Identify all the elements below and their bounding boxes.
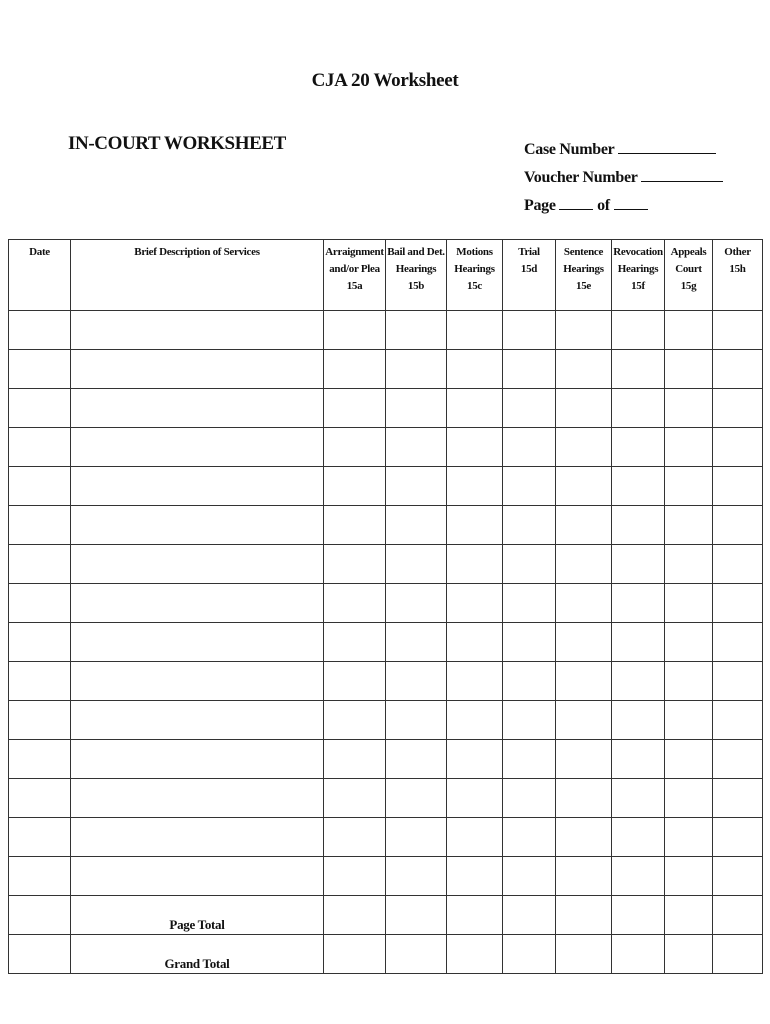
entry-cell-bail-detention[interactable]	[386, 428, 447, 467]
case-info-block	[524, 136, 723, 220]
page-count-field[interactable]	[614, 196, 648, 210]
column-header-other	[713, 240, 763, 311]
entry-cell-other[interactable]	[713, 662, 763, 701]
entry-cell-trial[interactable]	[503, 389, 556, 428]
entry-cell-date[interactable]	[9, 389, 71, 428]
entry-cell-revocation[interactable]	[612, 545, 665, 584]
entry-cell-bail-detention[interactable]	[386, 545, 447, 584]
entry-cell-motions[interactable]	[447, 389, 503, 428]
entry-cell-date[interactable]	[9, 857, 71, 896]
entry-cell-bail-detention[interactable]	[386, 389, 447, 428]
entry-cell-appeals[interactable]	[665, 389, 713, 428]
entry-cell-revocation[interactable]	[612, 467, 665, 506]
page-number-field[interactable]	[559, 196, 593, 210]
table-row	[9, 467, 763, 506]
page-total-cell-revocation[interactable]	[612, 896, 665, 935]
entry-cell-trial[interactable]	[503, 701, 556, 740]
column-header-sentence	[556, 240, 612, 311]
table-row	[9, 857, 763, 896]
entry-cell-revocation[interactable]	[612, 350, 665, 389]
column-header-bail-detention	[386, 240, 447, 311]
entry-cell-description[interactable]	[71, 701, 324, 740]
entry-cell-revocation[interactable]	[612, 428, 665, 467]
grand-total-cell-appeals[interactable]	[665, 935, 713, 974]
entry-cell-appeals[interactable]	[665, 857, 713, 896]
entry-cell-appeals[interactable]	[665, 701, 713, 740]
entry-cell-description[interactable]	[71, 350, 324, 389]
entry-cell-other[interactable]	[713, 428, 763, 467]
column-header-line: Arraignment	[325, 246, 384, 258]
column-header-motions	[447, 240, 503, 311]
entry-cell-appeals[interactable]	[665, 818, 713, 857]
entry-cell-arraignment-plea[interactable]	[324, 857, 386, 896]
entry-cell-sentence[interactable]	[556, 740, 612, 779]
case-number-label: Case Number	[524, 141, 615, 158]
page-total-cell-appeals[interactable]	[665, 896, 713, 935]
entry-cell-bail-detention[interactable]	[386, 350, 447, 389]
entry-cell-appeals[interactable]	[665, 428, 713, 467]
entry-cell-other[interactable]	[713, 818, 763, 857]
entry-cell-other[interactable]	[713, 389, 763, 428]
entry-cell-other[interactable]	[713, 311, 763, 350]
entry-cell-date[interactable]	[9, 311, 71, 350]
entry-cell-bail-detention[interactable]	[386, 311, 447, 350]
entry-cell-sentence[interactable]	[556, 623, 612, 662]
entry-cell-sentence[interactable]	[556, 350, 612, 389]
column-header-line: Revocation	[613, 246, 663, 258]
entry-cell-revocation[interactable]	[612, 740, 665, 779]
entry-cell-appeals[interactable]	[665, 779, 713, 818]
table-row	[9, 779, 763, 818]
entry-cell-sentence[interactable]	[556, 467, 612, 506]
table-row	[9, 662, 763, 701]
entry-cell-revocation[interactable]	[612, 623, 665, 662]
entry-cell-arraignment-plea[interactable]	[324, 506, 386, 545]
case-number-line	[524, 136, 723, 164]
entry-cell-arraignment-plea[interactable]	[324, 662, 386, 701]
column-header-line: Court	[675, 263, 702, 275]
column-header-trial	[503, 240, 556, 311]
entry-cell-bail-detention[interactable]	[386, 740, 447, 779]
table-row	[9, 428, 763, 467]
entry-cell-arraignment-plea[interactable]	[324, 428, 386, 467]
entry-cell-description[interactable]	[71, 545, 324, 584]
entry-cell-appeals[interactable]	[665, 545, 713, 584]
entry-cell-motions[interactable]	[447, 350, 503, 389]
page-total-row	[9, 896, 763, 935]
entry-cell-sentence[interactable]	[556, 389, 612, 428]
entry-cell-sentence[interactable]	[556, 428, 612, 467]
column-header-line: Appeals	[670, 246, 707, 258]
entry-cell-sentence[interactable]	[556, 818, 612, 857]
entry-cell-motions[interactable]	[447, 428, 503, 467]
grand-total-label: Grand Total	[71, 935, 324, 974]
page-line	[524, 192, 723, 220]
entry-cell-appeals[interactable]	[665, 467, 713, 506]
entry-cell-appeals[interactable]	[665, 506, 713, 545]
entry-cell-revocation[interactable]	[612, 818, 665, 857]
entry-cell-revocation[interactable]	[612, 662, 665, 701]
entry-cell-motions[interactable]	[447, 506, 503, 545]
entry-cell-trial[interactable]	[503, 623, 556, 662]
entry-cell-revocation[interactable]	[612, 506, 665, 545]
entry-cell-motions[interactable]	[447, 311, 503, 350]
entry-cell-sentence[interactable]	[556, 506, 612, 545]
entry-cell-description[interactable]	[71, 311, 324, 350]
grand-total-cell-date[interactable]	[9, 935, 71, 974]
entry-cell-description[interactable]	[71, 740, 324, 779]
entry-cell-motions[interactable]	[447, 857, 503, 896]
entry-cell-date[interactable]	[9, 350, 71, 389]
case-number-field[interactable]	[618, 140, 716, 154]
entry-cell-description[interactable]	[71, 623, 324, 662]
entry-cell-arraignment-plea[interactable]	[324, 545, 386, 584]
page-total-cell-bail-detention[interactable]	[386, 896, 447, 935]
voucher-number-label: Voucher Number	[524, 169, 638, 186]
column-header-line: 15e	[576, 280, 591, 292]
entry-cell-sentence[interactable]	[556, 545, 612, 584]
grand-total-row	[9, 935, 763, 974]
entry-cell-sentence[interactable]	[556, 584, 612, 623]
entry-cell-other[interactable]	[713, 467, 763, 506]
column-header-line: Motions	[456, 246, 493, 258]
entry-cell-other[interactable]	[713, 740, 763, 779]
entry-cell-arraignment-plea[interactable]	[324, 350, 386, 389]
entry-cell-appeals[interactable]	[665, 311, 713, 350]
entry-cell-trial[interactable]	[503, 467, 556, 506]
entry-cell-other[interactable]	[713, 701, 763, 740]
entry-cell-trial[interactable]	[503, 779, 556, 818]
entry-cell-motions[interactable]	[447, 701, 503, 740]
entry-cell-other[interactable]	[713, 545, 763, 584]
entry-cell-appeals[interactable]	[665, 584, 713, 623]
entry-cell-arraignment-plea[interactable]	[324, 740, 386, 779]
page-total-cell-date[interactable]	[9, 896, 71, 935]
entry-cell-motions[interactable]	[447, 779, 503, 818]
entry-cell-description[interactable]	[71, 818, 324, 857]
table-row	[9, 545, 763, 584]
entry-cell-date[interactable]	[9, 662, 71, 701]
entry-cell-motions[interactable]	[447, 584, 503, 623]
entry-cell-trial[interactable]	[503, 545, 556, 584]
page-label: Page	[524, 197, 556, 214]
entry-cell-other[interactable]	[713, 350, 763, 389]
entry-cell-motions[interactable]	[447, 818, 503, 857]
voucher-number-field[interactable]	[641, 168, 723, 182]
entry-cell-trial[interactable]	[503, 428, 556, 467]
entry-cell-sentence[interactable]	[556, 311, 612, 350]
table-row	[9, 350, 763, 389]
entry-cell-trial[interactable]	[503, 311, 556, 350]
entry-cell-date[interactable]	[9, 818, 71, 857]
entry-cell-other[interactable]	[713, 584, 763, 623]
worksheet-title: CJA 20 Worksheet	[311, 70, 459, 91]
entry-cell-arraignment-plea[interactable]	[324, 779, 386, 818]
entry-cell-trial[interactable]	[503, 857, 556, 896]
entry-cell-arraignment-plea[interactable]	[324, 701, 386, 740]
entry-cell-date[interactable]	[9, 506, 71, 545]
entry-cell-arraignment-plea[interactable]	[324, 584, 386, 623]
entry-cell-other[interactable]	[713, 623, 763, 662]
column-header-line: 15c	[467, 280, 482, 292]
entry-cell-other[interactable]	[713, 857, 763, 896]
page-total-cell-arraignment-plea[interactable]	[324, 896, 386, 935]
column-header-line: Hearings	[617, 263, 659, 275]
page-total-label: Page Total	[71, 896, 324, 935]
entry-cell-description[interactable]	[71, 389, 324, 428]
entry-cell-appeals[interactable]	[665, 662, 713, 701]
entry-cell-date[interactable]	[9, 740, 71, 779]
column-header-line: 15a	[346, 280, 363, 292]
entry-cell-revocation[interactable]	[612, 389, 665, 428]
entry-cell-trial[interactable]	[503, 506, 556, 545]
column-header-line: Trial	[518, 246, 540, 258]
entry-cell-trial[interactable]	[503, 350, 556, 389]
entry-cell-appeals[interactable]	[665, 623, 713, 662]
entry-cell-bail-detention[interactable]	[386, 857, 447, 896]
entry-cell-bail-detention[interactable]	[386, 467, 447, 506]
column-header-date	[9, 240, 71, 311]
entry-cell-revocation[interactable]	[612, 779, 665, 818]
entry-cell-revocation[interactable]	[612, 311, 665, 350]
column-header-line: 15b	[407, 280, 425, 292]
entry-cell-motions[interactable]	[447, 740, 503, 779]
entry-cell-sentence[interactable]	[556, 701, 612, 740]
column-header-line: and/or Plea	[329, 263, 380, 275]
entry-cell-motions[interactable]	[447, 623, 503, 662]
grand-total-cell-sentence[interactable]	[556, 935, 612, 974]
entry-cell-sentence[interactable]	[556, 857, 612, 896]
entry-cell-trial[interactable]	[503, 584, 556, 623]
grand-total-cell-bail-detention[interactable]	[386, 935, 447, 974]
page-total-cell-trial[interactable]	[503, 896, 556, 935]
column-header-line: Brief Description of Services	[134, 246, 260, 258]
voucher-number-line	[524, 164, 723, 192]
entry-cell-arraignment-plea[interactable]	[324, 389, 386, 428]
table-row	[9, 740, 763, 779]
page-total-cell-other[interactable]	[713, 896, 763, 935]
entry-cell-arraignment-plea[interactable]	[324, 623, 386, 662]
column-header-line: 15d	[520, 263, 538, 275]
entry-cell-date[interactable]	[9, 584, 71, 623]
services-table	[8, 239, 763, 974]
grand-total-cell-revocation[interactable]	[612, 935, 665, 974]
entry-cell-trial[interactable]	[503, 818, 556, 857]
entry-cell-description[interactable]	[71, 662, 324, 701]
entry-cell-bail-detention[interactable]	[386, 701, 447, 740]
entry-cell-other[interactable]	[713, 506, 763, 545]
column-header-appeals	[665, 240, 713, 311]
column-header-line: 15g	[680, 280, 697, 292]
column-header-line: Hearings	[563, 263, 604, 275]
entry-cell-bail-detention[interactable]	[386, 818, 447, 857]
table-row	[9, 311, 763, 350]
entry-cell-bail-detention[interactable]	[386, 623, 447, 662]
table-row	[9, 701, 763, 740]
entry-cell-other[interactable]	[713, 779, 763, 818]
entry-cell-appeals[interactable]	[665, 350, 713, 389]
entry-cell-appeals[interactable]	[665, 740, 713, 779]
column-header-line: 15h	[729, 263, 746, 275]
grand-total-cell-arraignment-plea[interactable]	[324, 935, 386, 974]
column-header-line: Sentence	[563, 246, 604, 258]
entry-cell-description[interactable]	[71, 857, 324, 896]
column-header-line: 15f	[631, 280, 645, 292]
entry-cell-date[interactable]	[9, 467, 71, 506]
column-header-line: Date	[29, 246, 50, 258]
entry-cell-bail-detention[interactable]	[386, 779, 447, 818]
entry-cell-motions[interactable]	[447, 545, 503, 584]
entry-cell-description[interactable]	[71, 428, 324, 467]
page-total-cell-motions[interactable]	[447, 896, 503, 935]
entry-cell-bail-detention[interactable]	[386, 662, 447, 701]
entry-cell-revocation[interactable]	[612, 701, 665, 740]
column-header-revocation	[612, 240, 665, 311]
entry-cell-revocation[interactable]	[612, 584, 665, 623]
entry-cell-arraignment-plea[interactable]	[324, 467, 386, 506]
entry-cell-arraignment-plea[interactable]	[324, 311, 386, 350]
entry-cell-motions[interactable]	[447, 467, 503, 506]
table-header-row	[9, 240, 763, 311]
table-row	[9, 584, 763, 623]
entry-cell-date[interactable]	[9, 545, 71, 584]
entry-cell-sentence[interactable]	[556, 662, 612, 701]
entry-cell-description[interactable]	[71, 467, 324, 506]
table-row	[9, 389, 763, 428]
worksheet-subtitle: IN-COURT WORKSHEET	[68, 133, 286, 154]
entry-cell-bail-detention[interactable]	[386, 506, 447, 545]
column-header-description	[71, 240, 324, 311]
entry-cell-date[interactable]	[9, 428, 71, 467]
grand-total-cell-other[interactable]	[713, 935, 763, 974]
column-header-arraignment-plea	[324, 240, 386, 311]
entry-cell-description[interactable]	[71, 779, 324, 818]
column-header-line: Hearings	[395, 263, 437, 275]
grand-total-cell-motions[interactable]	[447, 935, 503, 974]
entry-cell-sentence[interactable]	[556, 779, 612, 818]
entry-cell-revocation[interactable]	[612, 857, 665, 896]
entry-cell-arraignment-plea[interactable]	[324, 818, 386, 857]
table-row	[9, 818, 763, 857]
entry-cell-description[interactable]	[71, 506, 324, 545]
page-total-cell-sentence[interactable]	[556, 896, 612, 935]
table-row	[9, 623, 763, 662]
entry-cell-date[interactable]	[9, 779, 71, 818]
column-header-line: Bail and Det.	[387, 246, 445, 258]
entry-cell-trial[interactable]	[503, 740, 556, 779]
grand-total-cell-trial[interactable]	[503, 935, 556, 974]
entry-cell-trial[interactable]	[503, 662, 556, 701]
table-row	[9, 506, 763, 545]
entry-cell-date[interactable]	[9, 623, 71, 662]
entry-cell-date[interactable]	[9, 701, 71, 740]
of-label: of	[597, 197, 610, 214]
entry-cell-motions[interactable]	[447, 662, 503, 701]
table-body	[9, 311, 763, 974]
entry-cell-description[interactable]	[71, 584, 324, 623]
column-header-line: Hearings	[454, 263, 495, 275]
entry-cell-bail-detention[interactable]	[386, 584, 447, 623]
column-header-line: Other	[724, 246, 751, 258]
